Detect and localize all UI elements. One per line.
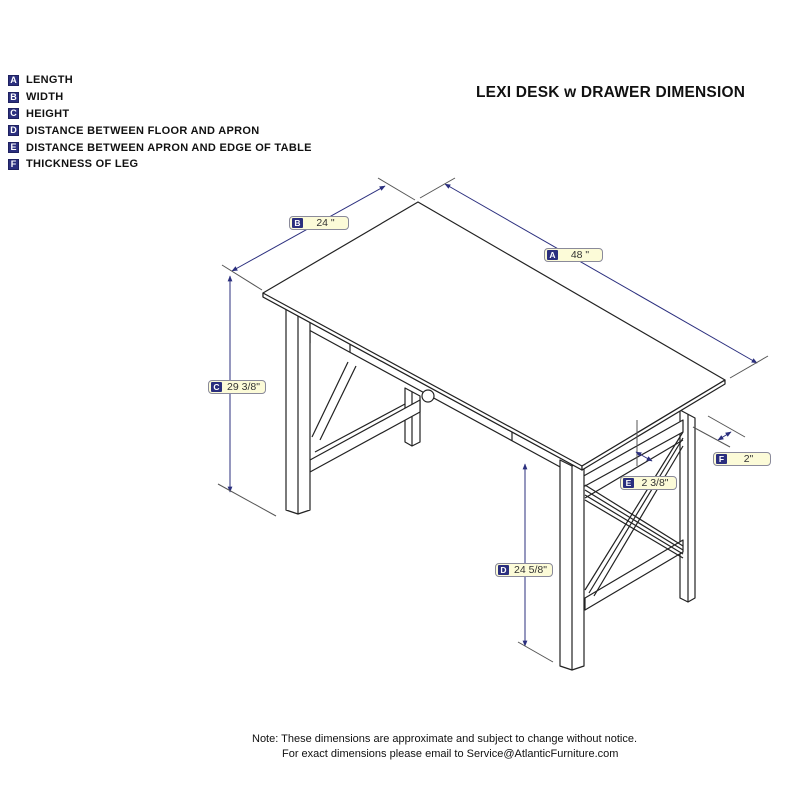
- dimension-value: 29 3/8": [227, 381, 260, 393]
- dimension-tag-length: [544, 248, 603, 262]
- legend-label: HEIGHT: [26, 107, 70, 120]
- legend-key-badge: A: [8, 75, 19, 86]
- drawer-knob-icon: [422, 390, 434, 402]
- dimension-value: 24 ": [316, 217, 335, 229]
- dimension-value: 2": [743, 453, 754, 465]
- dimension-key-badge: B: [292, 218, 303, 228]
- dimension-value: 24 5/8": [514, 564, 547, 576]
- dimension-key-badge: E: [623, 478, 634, 488]
- dimension-key-badge: F: [716, 454, 727, 464]
- legend-label: LENGTH: [26, 74, 74, 87]
- footnote-line-2: For exact dimensions please email to Service@AtlanticFurniture.com: [282, 748, 619, 760]
- legend-label: DISTANCE BETWEEN FLOOR AND APRON: [26, 124, 260, 137]
- dimension-key-badge: D: [498, 565, 509, 575]
- dimension-tag-height: [208, 380, 266, 394]
- legend-key-badge: B: [8, 92, 19, 103]
- dimension-tag-width: [289, 216, 349, 230]
- dimension-key-badge: A: [547, 250, 558, 260]
- front-right-leg-icon: [560, 460, 584, 670]
- dimension-value: 2 3/8": [641, 477, 669, 489]
- legend-key-badge: D: [8, 125, 19, 136]
- dimension-key-badge: C: [211, 382, 222, 392]
- legend-key-badge: C: [8, 108, 19, 119]
- legend-label: THICKNESS OF LEG: [26, 158, 139, 171]
- dimension-tag-floor-apron: [495, 563, 553, 577]
- dimension-tag-apron-edge: [620, 476, 677, 490]
- dimension-value: 48 ": [570, 249, 590, 261]
- footnote: [252, 732, 637, 762]
- legend-key-badge: F: [8, 159, 19, 170]
- legend-label: WIDTH: [26, 91, 64, 104]
- legend-label: DISTANCE BETWEEN APRON AND EDGE OF TABLE: [26, 141, 312, 154]
- legend-key-badge: E: [8, 142, 19, 153]
- front-left-leg-icon: [286, 305, 310, 514]
- desk-drawing: [263, 202, 725, 670]
- footnote-line-1: Note: These dimensions are approximate and subject to change without notice.: [252, 733, 638, 745]
- dimension-tag-leg-thickness: [713, 452, 771, 466]
- diagram-title: LEXI DESK w DRAWER DIMENSION: [476, 84, 746, 101]
